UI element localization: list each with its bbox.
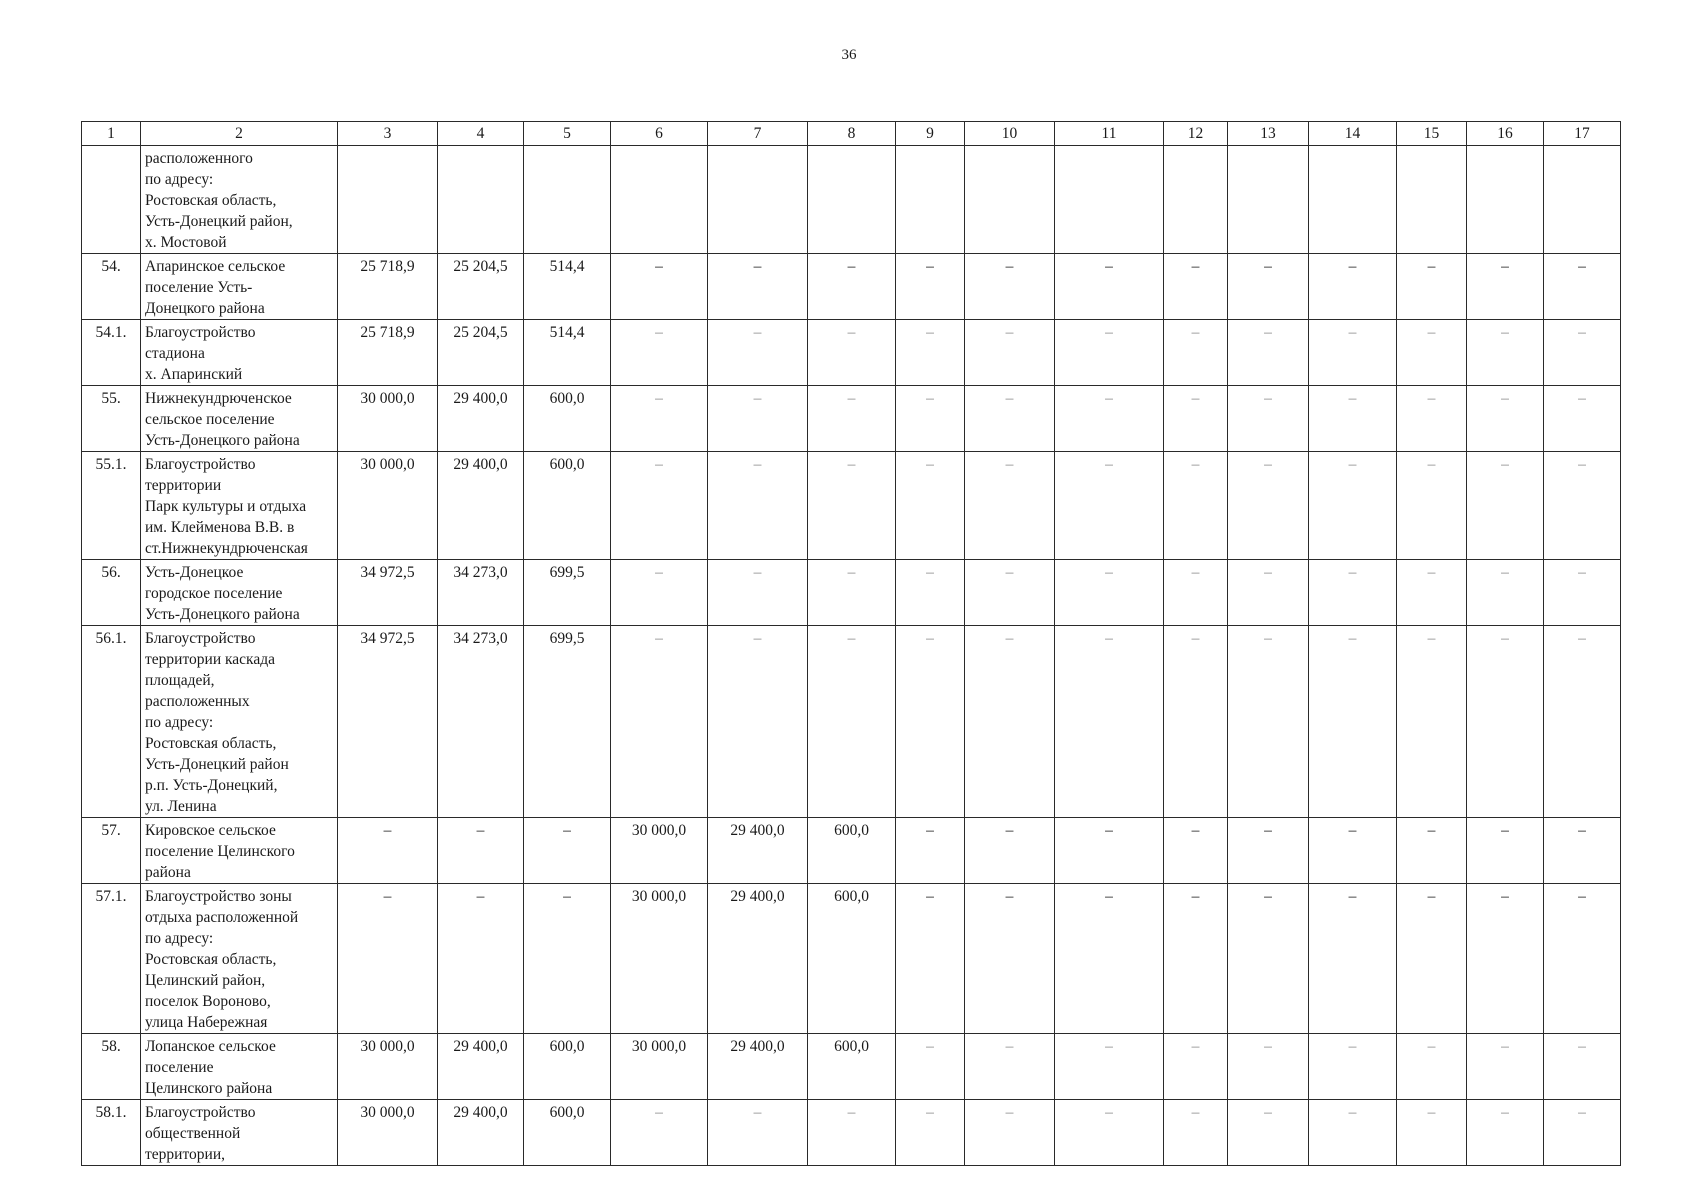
value-cell: 600,0 xyxy=(808,1034,896,1100)
empty-value-cell: – xyxy=(708,626,808,818)
column-header: 5 xyxy=(524,122,611,146)
empty-value-cell: – xyxy=(965,452,1055,560)
empty-value-cell: – xyxy=(965,626,1055,818)
value-cell: 29 400,0 xyxy=(708,1034,808,1100)
value-cell: 34 972,5 xyxy=(338,626,438,818)
empty-value-cell: – xyxy=(1544,560,1621,626)
description-line: Усть-Донецкого района xyxy=(145,606,300,623)
empty-value-cell: – xyxy=(896,254,965,320)
empty-value-cell: – xyxy=(1055,1100,1164,1166)
empty-value-cell: – xyxy=(338,884,438,1034)
row-description xyxy=(141,386,338,452)
description-line: расположенного xyxy=(145,150,253,167)
empty-value-cell: – xyxy=(708,452,808,560)
value-cell: 30 000,0 xyxy=(338,1100,438,1166)
empty-value-cell: – xyxy=(611,1100,708,1166)
empty-value-cell: – xyxy=(1228,884,1309,1034)
description-line: Ростовская область, xyxy=(145,192,277,209)
value-cell: 30 000,0 xyxy=(338,452,438,560)
value-cell xyxy=(338,146,438,254)
value-cell: 34 273,0 xyxy=(438,560,524,626)
value-cell: 30 000,0 xyxy=(338,1034,438,1100)
empty-value-cell: – xyxy=(1055,320,1164,386)
value-cell xyxy=(524,146,611,254)
value-cell xyxy=(1467,146,1544,254)
description-line: по адресу: xyxy=(145,714,214,731)
empty-value-cell: – xyxy=(1467,818,1544,884)
empty-value-cell: – xyxy=(896,818,965,884)
empty-value-cell: – xyxy=(965,884,1055,1034)
empty-value-cell: – xyxy=(1467,254,1544,320)
value-cell xyxy=(965,146,1055,254)
value-cell: 30 000,0 xyxy=(338,386,438,452)
empty-value-cell: – xyxy=(1164,1100,1228,1166)
empty-value-cell: – xyxy=(808,1100,896,1166)
row-number: 58. xyxy=(82,1034,141,1100)
row-description xyxy=(141,884,338,1034)
empty-value-cell: – xyxy=(1544,386,1621,452)
description-line: х. Мостовой xyxy=(145,234,227,251)
empty-value-cell: – xyxy=(1228,1100,1309,1166)
empty-value-cell: – xyxy=(338,818,438,884)
value-cell: 30 000,0 xyxy=(611,1034,708,1100)
row-number xyxy=(82,146,141,254)
column-header: 14 xyxy=(1309,122,1397,146)
table-row xyxy=(82,254,1621,320)
empty-value-cell: – xyxy=(1228,254,1309,320)
empty-value-cell: – xyxy=(1544,320,1621,386)
description-line: поселение xyxy=(145,1059,214,1076)
value-cell: 600,0 xyxy=(524,1100,611,1166)
description-line: Благоустройство xyxy=(145,456,256,473)
row-description xyxy=(141,1100,338,1166)
column-header: 3 xyxy=(338,122,438,146)
description-line: Кировское сельское xyxy=(145,822,276,839)
value-cell: 514,4 xyxy=(524,254,611,320)
empty-value-cell: – xyxy=(1228,1034,1309,1100)
column-header: 8 xyxy=(808,122,896,146)
empty-value-cell: – xyxy=(1397,254,1467,320)
empty-value-cell: – xyxy=(1055,626,1164,818)
empty-value-cell: – xyxy=(1397,386,1467,452)
row-number: 55. xyxy=(82,386,141,452)
description-line: по адресу: xyxy=(145,171,214,188)
empty-value-cell: – xyxy=(1544,1100,1621,1166)
empty-value-cell: – xyxy=(1467,1100,1544,1166)
column-header: 16 xyxy=(1467,122,1544,146)
row-description xyxy=(141,560,338,626)
description-line: Благоустройство зоны xyxy=(145,888,292,905)
empty-value-cell: – xyxy=(1164,386,1228,452)
description-line: Ростовская область, xyxy=(145,951,277,968)
description-line: городское поселение xyxy=(145,585,283,602)
empty-value-cell: – xyxy=(896,626,965,818)
row-number: 56. xyxy=(82,560,141,626)
empty-value-cell: – xyxy=(1164,818,1228,884)
empty-value-cell: – xyxy=(965,1034,1055,1100)
empty-value-cell: – xyxy=(1467,626,1544,818)
value-cell: 25 204,5 xyxy=(438,320,524,386)
description-line: сельское поселение xyxy=(145,411,275,428)
table-row xyxy=(82,146,1621,254)
column-header: 13 xyxy=(1228,122,1309,146)
empty-value-cell: – xyxy=(1309,884,1397,1034)
description-line: Нижнекундрюченское xyxy=(145,390,292,407)
description-line: улица Набережная xyxy=(145,1014,268,1031)
empty-value-cell: – xyxy=(1467,320,1544,386)
column-header: 4 xyxy=(438,122,524,146)
value-cell: 699,5 xyxy=(524,560,611,626)
table-row xyxy=(82,320,1621,386)
column-header: 2 xyxy=(141,122,338,146)
value-cell: 29 400,0 xyxy=(438,1034,524,1100)
value-cell: 25 718,9 xyxy=(338,320,438,386)
empty-value-cell: – xyxy=(438,818,524,884)
description-line: им. Клейменова В.В. в xyxy=(145,519,295,536)
row-number: 54. xyxy=(82,254,141,320)
description-line: территории, xyxy=(145,1146,225,1163)
row-description xyxy=(141,254,338,320)
table-row xyxy=(82,386,1621,452)
empty-value-cell: – xyxy=(1544,452,1621,560)
value-cell: 29 400,0 xyxy=(438,386,524,452)
empty-value-cell: – xyxy=(1544,884,1621,1034)
value-cell xyxy=(611,146,708,254)
empty-value-cell: – xyxy=(965,386,1055,452)
value-cell: 29 400,0 xyxy=(438,452,524,560)
empty-value-cell: – xyxy=(896,386,965,452)
column-header: 12 xyxy=(1164,122,1228,146)
empty-value-cell: – xyxy=(965,1100,1055,1166)
description-line: расположенных xyxy=(145,693,250,710)
description-line: Благоустройство xyxy=(145,630,256,647)
description-line: Апаринское сельское xyxy=(145,258,286,275)
description-line: Усть-Донецкий район xyxy=(145,756,289,773)
description-line: Парк культуры и отдыха xyxy=(145,498,307,515)
empty-value-cell: – xyxy=(1397,818,1467,884)
empty-value-cell: – xyxy=(1164,254,1228,320)
description-line: Ростовская область, xyxy=(145,735,277,752)
description-line: общественной xyxy=(145,1125,241,1142)
row-number: 54.1. xyxy=(82,320,141,386)
description-line: поселок Вороново, xyxy=(145,993,271,1010)
empty-value-cell: – xyxy=(611,386,708,452)
empty-value-cell: – xyxy=(1164,560,1228,626)
table-row xyxy=(82,884,1621,1034)
empty-value-cell: – xyxy=(708,1100,808,1166)
value-cell: 699,5 xyxy=(524,626,611,818)
value-cell xyxy=(708,146,808,254)
row-description xyxy=(141,626,338,818)
value-cell xyxy=(808,146,896,254)
row-description xyxy=(141,146,338,254)
value-cell xyxy=(1544,146,1621,254)
value-cell: 25 718,9 xyxy=(338,254,438,320)
row-number: 57.1. xyxy=(82,884,141,1034)
empty-value-cell: – xyxy=(965,320,1055,386)
empty-value-cell: – xyxy=(1544,1034,1621,1100)
empty-value-cell: – xyxy=(1309,320,1397,386)
description-line: территории xyxy=(145,477,222,494)
row-description xyxy=(141,1034,338,1100)
empty-value-cell: – xyxy=(1397,452,1467,560)
empty-value-cell: – xyxy=(896,1034,965,1100)
description-line: района xyxy=(145,864,191,881)
row-number: 57. xyxy=(82,818,141,884)
description-line: по адресу: xyxy=(145,930,214,947)
column-header: 15 xyxy=(1397,122,1467,146)
column-header: 17 xyxy=(1544,122,1621,146)
value-cell: 29 400,0 xyxy=(708,884,808,1034)
row-description xyxy=(141,452,338,560)
empty-value-cell: – xyxy=(1055,452,1164,560)
value-cell: 34 972,5 xyxy=(338,560,438,626)
empty-value-cell: – xyxy=(896,1100,965,1166)
value-cell xyxy=(1164,146,1228,254)
empty-value-cell: – xyxy=(708,560,808,626)
description-line: Благоустройство xyxy=(145,324,256,341)
column-header: 9 xyxy=(896,122,965,146)
empty-value-cell: – xyxy=(1309,452,1397,560)
description-line: территории каскада xyxy=(145,651,275,668)
value-cell xyxy=(1309,146,1397,254)
empty-value-cell: – xyxy=(1397,1034,1467,1100)
value-cell: 514,4 xyxy=(524,320,611,386)
value-cell: 600,0 xyxy=(808,884,896,1034)
value-cell: 30 000,0 xyxy=(611,818,708,884)
table-row xyxy=(82,626,1621,818)
value-cell xyxy=(1397,146,1467,254)
column-header: 7 xyxy=(708,122,808,146)
value-cell: 29 400,0 xyxy=(708,818,808,884)
row-number: 56.1. xyxy=(82,626,141,818)
empty-value-cell: – xyxy=(1397,884,1467,1034)
value-cell: 29 400,0 xyxy=(438,1100,524,1166)
empty-value-cell: – xyxy=(965,254,1055,320)
description-line: Усть-Донецкого района xyxy=(145,432,300,449)
empty-value-cell: – xyxy=(1397,320,1467,386)
description-line: Лопанское сельское xyxy=(145,1038,276,1055)
empty-value-cell: – xyxy=(1309,560,1397,626)
empty-value-cell: – xyxy=(1228,452,1309,560)
empty-value-cell: – xyxy=(1467,560,1544,626)
row-description xyxy=(141,818,338,884)
value-cell xyxy=(1055,146,1164,254)
empty-value-cell: – xyxy=(1164,1034,1228,1100)
empty-value-cell: – xyxy=(896,884,965,1034)
empty-value-cell: – xyxy=(1397,626,1467,818)
empty-value-cell: – xyxy=(1544,818,1621,884)
empty-value-cell: – xyxy=(611,560,708,626)
table-row xyxy=(82,818,1621,884)
empty-value-cell: – xyxy=(1309,386,1397,452)
description-line: отдыха расположенной xyxy=(145,909,299,926)
table-row xyxy=(82,452,1621,560)
empty-value-cell: – xyxy=(808,386,896,452)
value-cell: 600,0 xyxy=(524,452,611,560)
empty-value-cell: – xyxy=(1228,818,1309,884)
empty-value-cell: – xyxy=(1055,818,1164,884)
empty-value-cell: – xyxy=(808,320,896,386)
empty-value-cell: – xyxy=(896,560,965,626)
value-cell: 25 204,5 xyxy=(438,254,524,320)
description-line: площадей, xyxy=(145,672,215,689)
value-cell xyxy=(438,146,524,254)
table-row xyxy=(82,1034,1621,1100)
empty-value-cell: – xyxy=(1228,560,1309,626)
empty-value-cell: – xyxy=(808,452,896,560)
empty-value-cell: – xyxy=(808,560,896,626)
empty-value-cell: – xyxy=(708,320,808,386)
value-cell: 30 000,0 xyxy=(611,884,708,1034)
empty-value-cell: – xyxy=(1309,1100,1397,1166)
empty-value-cell: – xyxy=(1544,626,1621,818)
table-row xyxy=(82,1100,1621,1166)
empty-value-cell: – xyxy=(1164,320,1228,386)
empty-value-cell: – xyxy=(438,884,524,1034)
empty-value-cell: – xyxy=(611,452,708,560)
empty-value-cell: – xyxy=(1164,626,1228,818)
page-number: 36 xyxy=(841,47,857,63)
empty-value-cell: – xyxy=(965,818,1055,884)
empty-value-cell: – xyxy=(1544,254,1621,320)
value-cell xyxy=(1228,146,1309,254)
empty-value-cell: – xyxy=(1164,884,1228,1034)
description-line: ст.Нижнекундрюченская xyxy=(145,540,308,557)
empty-value-cell: – xyxy=(1309,1034,1397,1100)
empty-value-cell: – xyxy=(611,626,708,818)
description-line: х. Апаринский xyxy=(145,366,243,383)
description-line: р.п. Усть-Донецкий, xyxy=(145,777,278,794)
empty-value-cell: – xyxy=(1055,254,1164,320)
empty-value-cell: – xyxy=(808,254,896,320)
empty-value-cell: – xyxy=(1309,254,1397,320)
description-line: Целинского района xyxy=(145,1080,273,1097)
empty-value-cell: – xyxy=(1467,386,1544,452)
empty-value-cell: – xyxy=(896,452,965,560)
empty-value-cell: – xyxy=(896,320,965,386)
value-cell: 600,0 xyxy=(808,818,896,884)
row-description xyxy=(141,320,338,386)
budget-table xyxy=(81,121,1621,1166)
empty-value-cell: – xyxy=(1228,320,1309,386)
empty-value-cell: – xyxy=(1467,452,1544,560)
column-header: 10 xyxy=(965,122,1055,146)
column-header: 1 xyxy=(82,122,141,146)
empty-value-cell: – xyxy=(1228,386,1309,452)
value-cell: 600,0 xyxy=(524,1034,611,1100)
row-number: 55.1. xyxy=(82,452,141,560)
row-number: 58.1. xyxy=(82,1100,141,1166)
empty-value-cell: – xyxy=(1309,818,1397,884)
description-line: поселение Усть- xyxy=(145,279,253,296)
empty-value-cell: – xyxy=(1397,1100,1467,1166)
column-header: 11 xyxy=(1055,122,1164,146)
empty-value-cell: – xyxy=(611,254,708,320)
value-cell: 600,0 xyxy=(524,386,611,452)
description-line: Усть-Донецкий район, xyxy=(145,213,293,230)
empty-value-cell: – xyxy=(1055,884,1164,1034)
empty-value-cell: – xyxy=(708,254,808,320)
description-line: Целинский район, xyxy=(145,972,266,989)
empty-value-cell: – xyxy=(611,320,708,386)
empty-value-cell: – xyxy=(708,386,808,452)
table-row xyxy=(82,560,1621,626)
empty-value-cell: – xyxy=(1309,626,1397,818)
empty-value-cell: – xyxy=(1397,560,1467,626)
column-header: 6 xyxy=(611,122,708,146)
value-cell xyxy=(896,146,965,254)
empty-value-cell: – xyxy=(1164,452,1228,560)
empty-value-cell: – xyxy=(524,884,611,1034)
description-line: ул. Ленина xyxy=(145,798,217,815)
description-line: Благоустройство xyxy=(145,1104,256,1121)
table-header-row xyxy=(82,122,1621,146)
description-line: Усть-Донецкое xyxy=(145,564,244,581)
empty-value-cell: – xyxy=(808,626,896,818)
description-line: поселение Целинского xyxy=(145,843,295,860)
empty-value-cell: – xyxy=(965,560,1055,626)
empty-value-cell: – xyxy=(1228,626,1309,818)
empty-value-cell: – xyxy=(524,818,611,884)
value-cell: 34 273,0 xyxy=(438,626,524,818)
empty-value-cell: – xyxy=(1055,386,1164,452)
empty-value-cell: – xyxy=(1467,1034,1544,1100)
empty-value-cell: – xyxy=(1055,560,1164,626)
description-line: Донецкого района xyxy=(145,300,265,317)
empty-value-cell: – xyxy=(1055,1034,1164,1100)
empty-value-cell: – xyxy=(1467,884,1544,1034)
description-line: стадиона xyxy=(145,345,205,362)
